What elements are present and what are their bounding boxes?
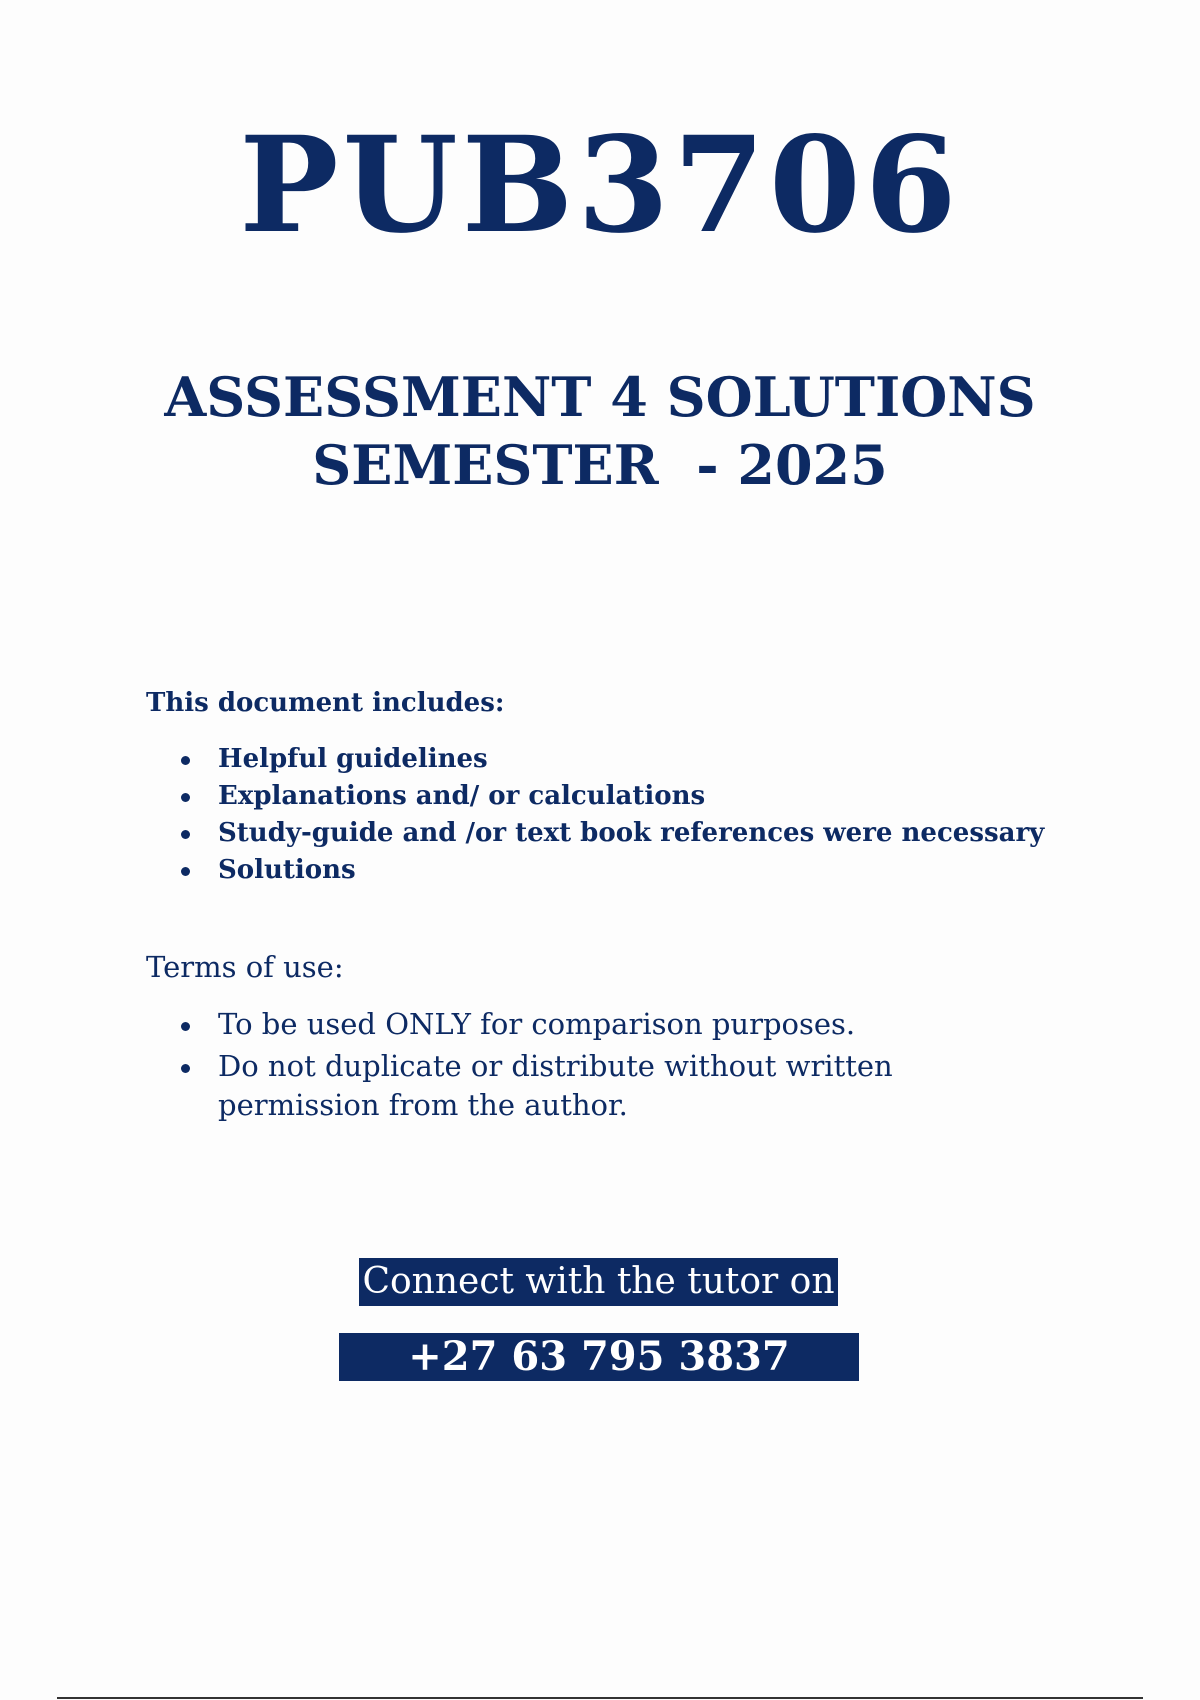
list-item: To be used ONLY for comparison purposes. (218, 1005, 978, 1044)
terms-heading: Terms of use: (146, 950, 344, 984)
page-bottom-divider (57, 1697, 1143, 1699)
includes-heading: This document includes: (146, 688, 505, 718)
list-item: Study-guide and /or text book references were necessary (218, 815, 1044, 852)
connect-banner: Connect with the tutor on (359, 1258, 838, 1306)
subtitle-line-assessment: ASSESSMENT 4 SOLUTIONS (164, 365, 1036, 429)
list-item: Solutions (218, 852, 1044, 889)
document-subtitle (0, 363, 1200, 499)
subtitle-line-semester: SEMESTER - 2025 (312, 433, 888, 497)
includes-list (146, 741, 1044, 889)
phone-number-banner: +27 63 795 3837 (339, 1333, 859, 1381)
list-item: Helpful guidelines (218, 741, 1044, 778)
list-item: Do not duplicate or distribute without written permission from the author. (218, 1047, 978, 1125)
course-code-title: PUB3706 (239, 108, 961, 263)
list-item: Explanations and/ or calculations (218, 778, 1044, 815)
terms-list (146, 1005, 978, 1128)
